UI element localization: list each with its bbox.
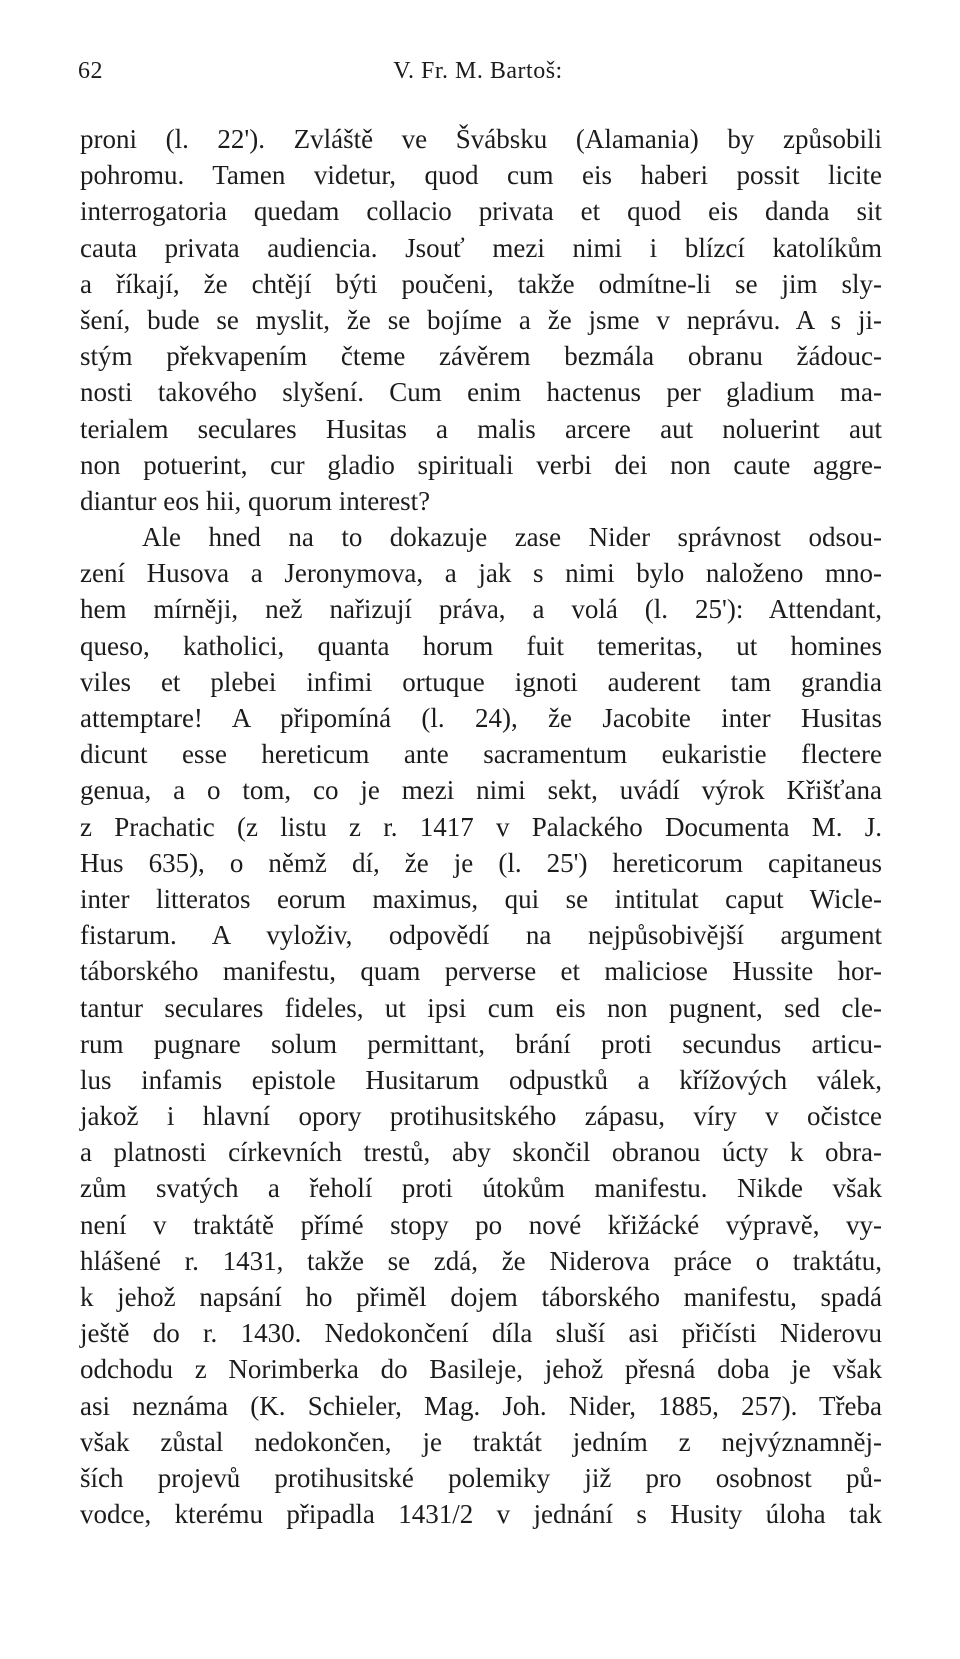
page-number: 62: [78, 58, 103, 84]
text-line: jakož i hlavní opory protihusitského zápasu, víry v očistce: [80, 1101, 882, 1132]
text-line: diantur eos hii, quorum interest?: [80, 485, 431, 516]
text-line: asi neznáma (K. Schieler, Mag. Joh. Nider, 1885, 257). Třeba: [80, 1390, 882, 1421]
text-line: k jehož napsání ho přiměl dojem táborského manifestu, spadá: [80, 1282, 882, 1312]
text-line: proni (l. 22'). Zvláště ve Švábsku (Alamania) by způsobili: [80, 124, 882, 154]
text-line: odchodu z Norimberka do Basileje, jehož přesná doba je však: [80, 1354, 882, 1385]
text-line: genua, a o tom, co je mezi nimi sekt, uvádí výrok Křišťana: [80, 775, 882, 806]
text-line: hem mírněji, než nařizují práva, a volá (l. 25'): Attendant,: [80, 594, 882, 625]
text-line: Hus 635), o němž dí, že je (l. 25') hereticorum capitaneus: [80, 847, 882, 878]
text-line: zení Husova a Jeronymova, a jak s nimi bylo naloženo mno-: [80, 558, 882, 589]
text-line: cauta privata audiencia. Jsouť mezi nimi i blízcí katolíkům: [80, 232, 882, 263]
text-line: stým překvapením čteme závěrem bezmála obranu žádouc-: [80, 341, 882, 372]
text-line: tantur seculares fideles, ut ipsi cum eis non pugnent, sed cle-: [80, 992, 882, 1023]
text-line: ších projevů protihusitské polemiky již pro osobnost pů-: [80, 1462, 882, 1493]
text-line: a říkají, že chtějí býti poučeni, takže odmítne-li se jim sly-: [80, 268, 882, 299]
text-line: a platnosti církevních trestů, aby skončil obranou úcty k obra-: [80, 1137, 882, 1168]
text-line: lus infamis epistole Husitarum odpustků a křížových válek,: [80, 1064, 882, 1095]
text-line: však zůstal nedokončen, je traktát jedním z nejvýznamněj-: [80, 1426, 882, 1457]
body-text: [80, 121, 882, 1532]
text-line: nosti takového slyšení. Cum enim hactenus per gladium ma-: [80, 377, 882, 408]
text-line: attemptare! A připomíná (l. 24), že Jacobite inter Husitas: [80, 703, 882, 733]
page-header: [78, 58, 878, 98]
text-line: inter litteratos eorum maximus, qui se intitulat caput Wicle-: [80, 883, 882, 914]
text-line: šení, bude se myslit, že se bojíme a že jsme v neprávu. A s ji-: [80, 304, 882, 335]
text-line: táborského manifestu, quam perverse et maliciose Hussite hor-: [80, 956, 882, 987]
text-line: není v traktátě přímé stopy po nové křižácké výpravě, vy-: [80, 1209, 882, 1240]
text-line: Ale hned na to dokazuje zase Nider správnost odsou-: [142, 522, 882, 553]
running-head: V. Fr. M. Bartoš:: [393, 58, 563, 84]
text-line: non potuerint, cur gladio spirituali verbi dei non caute aggre-: [80, 449, 882, 480]
text-line: dicunt esse hereticum ante sacramentum eukaristie flectere: [80, 739, 882, 770]
text-line: queso, katholici, quanta horum fuit temeritas, ut homines: [80, 630, 882, 661]
text-line: terialem seculares Husitas a malis arcere aut noluerint aut: [80, 413, 882, 444]
text-line: pohromu. Tamen videtur, quod cum eis haberi possit licite: [80, 160, 882, 191]
text-line: fistarum. A vyloživ, odpovědí na nejpůsobivější argument: [80, 920, 882, 951]
text-line: vodce, kterému připadla 1431/2 v jednání s Husity úloha tak: [80, 1499, 882, 1530]
text-line: ještě do r. 1430. Nedokončení díla sluší asi přičísti Niderovu: [80, 1318, 882, 1349]
text-line: z Prachatic (z listu z r. 1417 v Palackého Documenta M. J.: [80, 811, 882, 842]
text-line: rum pugnare solum permittant, brání proti secundus articu-: [80, 1028, 882, 1059]
text-line: zům svatých a řeholí proti útokům manifestu. Nikde však: [80, 1173, 882, 1204]
text-line: viles et plebei infimi ortuque ignoti auderent tam grandia: [80, 666, 882, 697]
text-line: interrogatoria quedam collacio privata et quod eis danda sit: [80, 196, 882, 227]
text-line: hlášené r. 1431, takže se zdá, že Niderova práce o traktátu,: [80, 1245, 882, 1276]
